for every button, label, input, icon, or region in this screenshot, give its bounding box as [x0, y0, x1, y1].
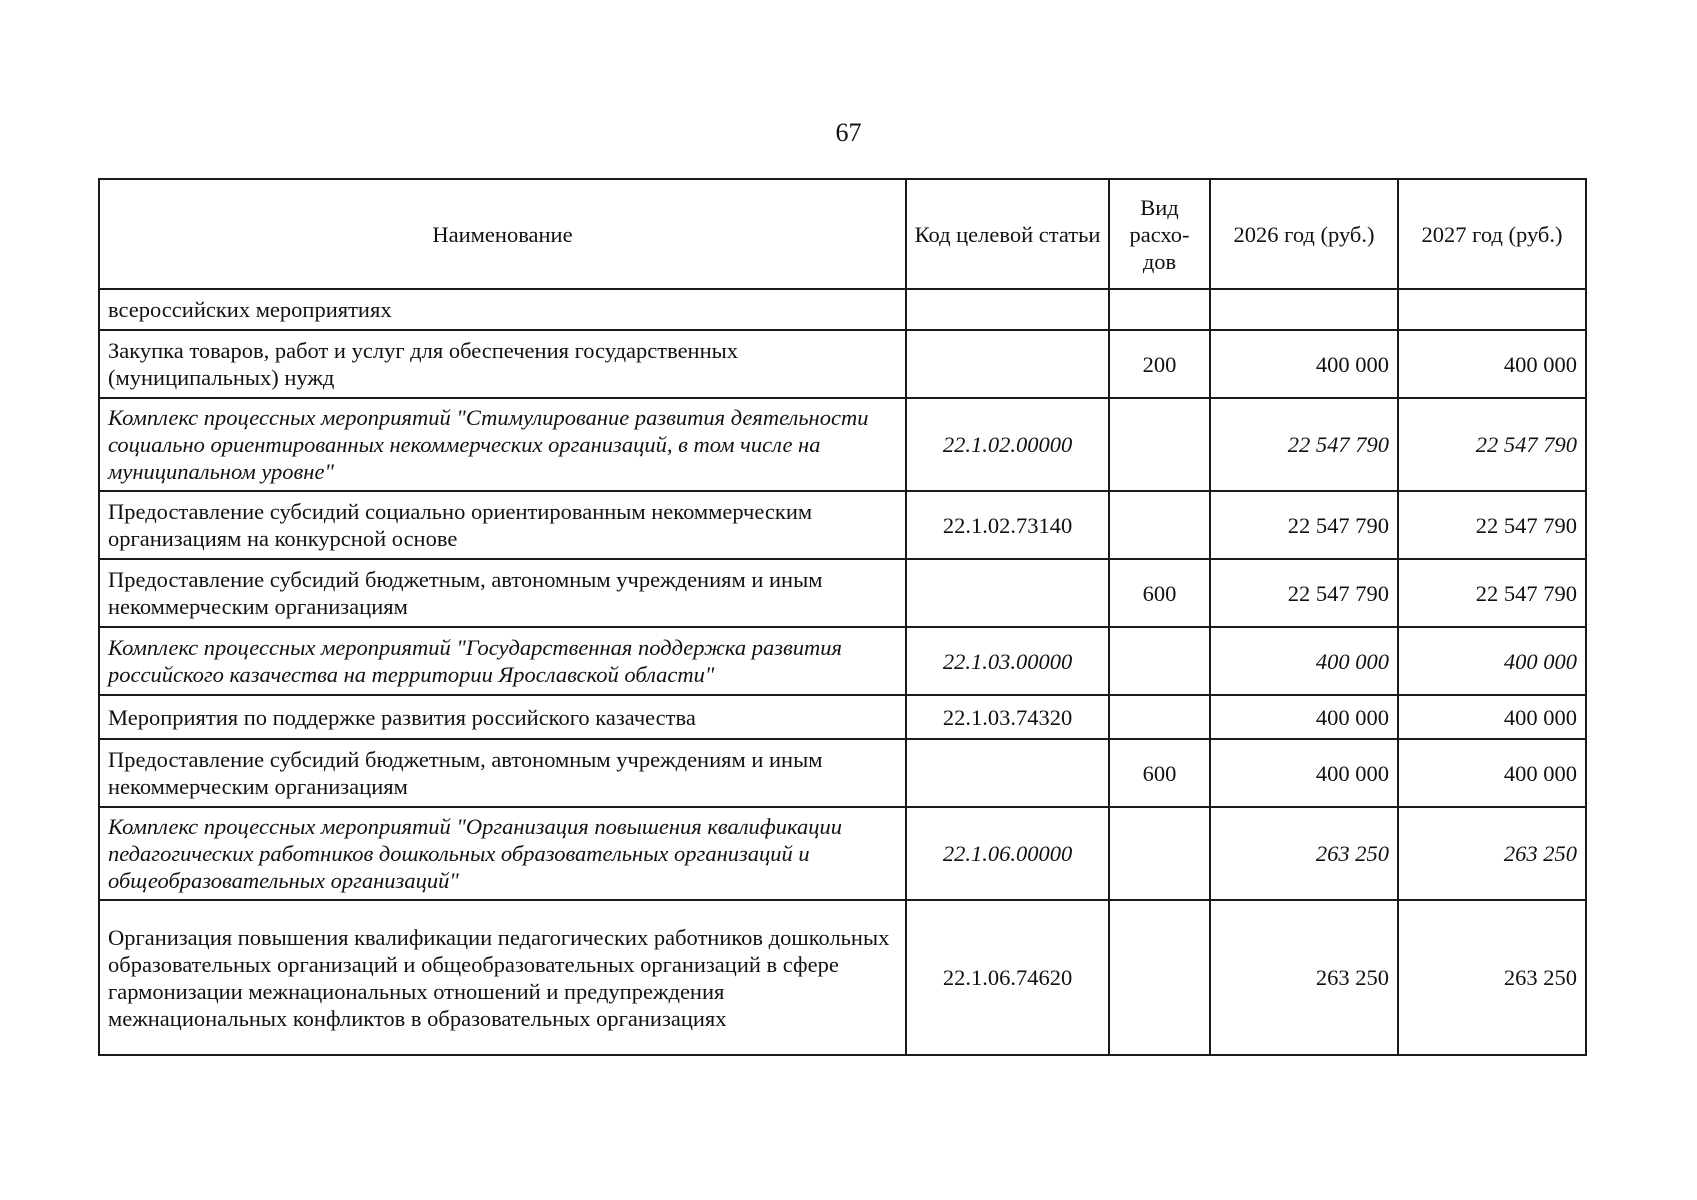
table-row	[99, 398, 1586, 491]
row-2027: 400 000	[1398, 695, 1586, 739]
row-vid	[1109, 289, 1210, 330]
row-name: Организация повышения квалификации педагогических работников дошкольных образовательных организаций и общеобразовательных организаций в сфере гармонизации межнациональных отношений и предупреждения межнациональных конфликтов в образовательных организациях	[99, 900, 906, 1055]
row-2026: 400 000	[1210, 695, 1398, 739]
row-vid: 200	[1109, 330, 1210, 398]
row-name: Предоставление субсидий бюджетным, автономным учреждениям и иным некоммерческим организациям	[99, 739, 906, 807]
row-2026: 263 250	[1210, 807, 1398, 900]
header-vid: Вид расхо-дов	[1109, 179, 1210, 289]
table-row	[99, 739, 1586, 807]
row-vid	[1109, 491, 1210, 559]
row-vid: 600	[1109, 559, 1210, 627]
row-name: всероссийских мероприятиях	[99, 289, 906, 330]
row-name: Предоставление субсидий бюджетным, автономным учреждениям и иным некоммерческим организациям	[99, 559, 906, 627]
row-2027	[1398, 289, 1586, 330]
page-number: 67	[835, 118, 862, 147]
row-code	[906, 739, 1109, 807]
row-name: Закупка товаров, работ и услуг для обеспечения государственных (муниципальных) нужд	[99, 330, 906, 398]
row-2026	[1210, 289, 1398, 330]
table-row	[99, 807, 1586, 900]
table-row	[99, 330, 1586, 398]
budget-table	[98, 178, 1587, 1056]
header-2027: 2027 год (руб.)	[1398, 179, 1586, 289]
row-code	[906, 330, 1109, 398]
row-2027: 400 000	[1398, 739, 1586, 807]
row-vid	[1109, 807, 1210, 900]
row-vid	[1109, 695, 1210, 739]
row-2027: 22 547 790	[1398, 491, 1586, 559]
row-name: Мероприятия по поддержке развития российского казачества	[99, 695, 906, 739]
row-code: 22.1.06.00000	[906, 807, 1109, 900]
table-row	[99, 900, 1586, 1055]
row-2026: 22 547 790	[1210, 559, 1398, 627]
row-2026: 263 250	[1210, 900, 1398, 1055]
row-code: 22.1.06.74620	[906, 900, 1109, 1055]
table-row	[99, 289, 1586, 330]
row-code: 22.1.03.00000	[906, 627, 1109, 695]
table-row	[99, 627, 1586, 695]
row-2027: 400 000	[1398, 330, 1586, 398]
row-name: Предоставление субсидий социально ориентированным некоммерческим организациям на конкурсной основе	[99, 491, 906, 559]
row-2027: 22 547 790	[1398, 559, 1586, 627]
table-header-row	[99, 179, 1586, 289]
row-code: 22.1.02.00000	[906, 398, 1109, 491]
row-name: Комплекс процессных мероприятий "Государственная поддержка развития российского казачества на территории Ярославской области"	[99, 627, 906, 695]
row-2027: 22 547 790	[1398, 398, 1586, 491]
table-row	[99, 695, 1586, 739]
row-name: Комплекс процессных мероприятий "Организация повышения квалификации педагогических работников дошкольных образовательных организаций и общеобразовательных организаций"	[99, 807, 906, 900]
table-row	[99, 491, 1586, 559]
row-2027: 400 000	[1398, 627, 1586, 695]
row-code: 22.1.03.74320	[906, 695, 1109, 739]
row-2026: 400 000	[1210, 330, 1398, 398]
row-name: Комплекс процессных мероприятий "Стимулирование развития деятельности социально ориентированных некоммерческих организаций, в том числе на муниципальном уровне"	[99, 398, 906, 491]
row-code: 22.1.02.73140	[906, 491, 1109, 559]
row-code	[906, 289, 1109, 330]
header-name: Наименование	[99, 179, 906, 289]
row-vid	[1109, 627, 1210, 695]
row-2026: 400 000	[1210, 739, 1398, 807]
row-code	[906, 559, 1109, 627]
row-2027: 263 250	[1398, 807, 1586, 900]
row-2026: 22 547 790	[1210, 398, 1398, 491]
table-row	[99, 559, 1586, 627]
row-vid	[1109, 900, 1210, 1055]
header-code: Код целевой статьи	[906, 179, 1109, 289]
row-2027: 263 250	[1398, 900, 1586, 1055]
row-2026: 22 547 790	[1210, 491, 1398, 559]
header-2026: 2026 год (руб.)	[1210, 179, 1398, 289]
row-2026: 400 000	[1210, 627, 1398, 695]
row-vid	[1109, 398, 1210, 491]
row-vid: 600	[1109, 739, 1210, 807]
